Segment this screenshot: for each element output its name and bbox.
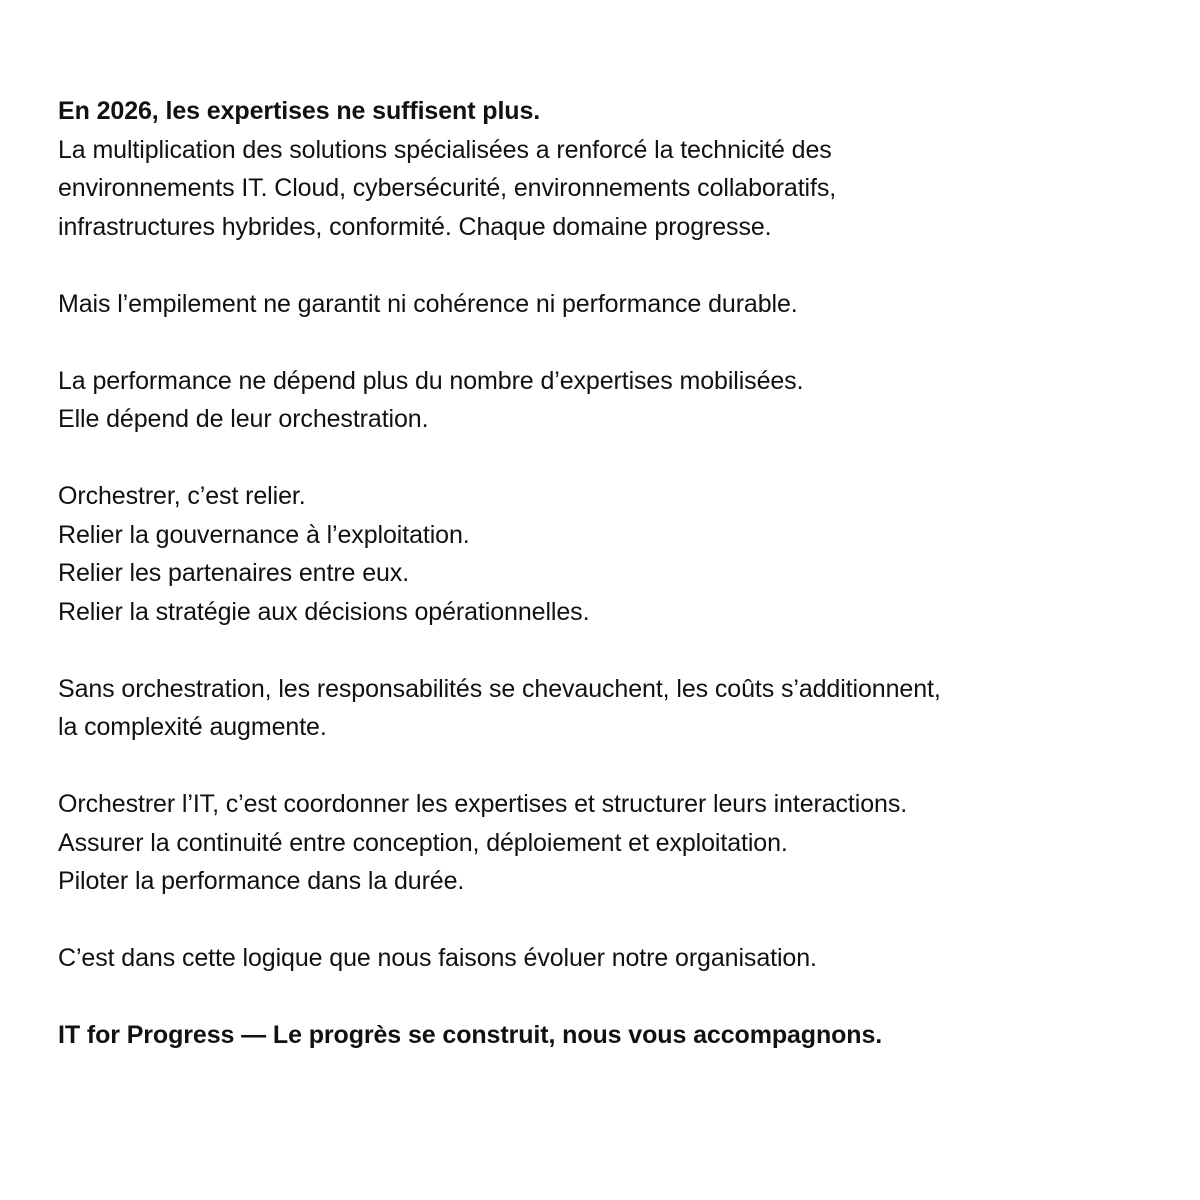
paragraph-gap — [58, 323, 1178, 362]
intro-line-3: infrastructures hybrides, conformité. Chaque domaine progresse. — [58, 212, 772, 241]
orchestrer-line-3: Piloter la performance dans la durée. — [58, 867, 465, 895]
orchestrer-line-2: Assurer la continuité entre conception, déploiement et exploitation. — [58, 828, 788, 857]
performance-line-1: La performance ne dépend plus du nombre d’expertises mobilisées. — [58, 366, 804, 395]
paragraph-gap — [58, 631, 1178, 670]
intro-line-2: environnements IT. Cloud, cybersécurité, environnements collaboratifs, — [58, 174, 837, 202]
intro-line-1: La multiplication des solutions spécialisées a renforcé la technicité des — [58, 135, 832, 164]
heading: En 2026, les expertises ne suffisent plus. — [58, 97, 541, 125]
sans-line-2: la complexité augmente. — [58, 713, 327, 741]
sans-line-1: Sans orchestration, les responsabilités se chevauchent, les coûts s’additionnent, — [58, 674, 941, 703]
relier-line-3: Relier les partenaires entre eux. — [58, 559, 410, 587]
tagline: IT for Progress — Le progrès se construit, nous vous accompagnons. — [58, 1021, 883, 1049]
relier-line-1: Orchestrer, c’est relier. — [58, 482, 306, 510]
orchestrer-line-1: Orchestrer l’IT, c’est coordonner les expertises et structurer leurs interactions. — [58, 790, 908, 818]
paragraph-gap — [58, 439, 1178, 478]
relier-line-2: Relier la gouvernance à l’exploitation. — [58, 520, 470, 549]
performance-line-2: Elle dépend de leur orchestration. — [58, 405, 429, 433]
paragraph-gap — [58, 978, 1178, 1017]
paragraph-gap — [58, 246, 1178, 285]
paragraph-gap — [58, 901, 1178, 940]
stacking-line: Mais l’empilement ne garantit ni cohérence ni performance durable. — [58, 289, 798, 318]
relier-line-4: Relier la stratégie aux décisions opérationnelles. — [58, 597, 590, 626]
document-body — [58, 92, 1178, 1055]
logic-line: C’est dans cette logique que nous faisons évoluer notre organisation. — [58, 944, 817, 972]
paragraph-gap — [58, 747, 1178, 786]
